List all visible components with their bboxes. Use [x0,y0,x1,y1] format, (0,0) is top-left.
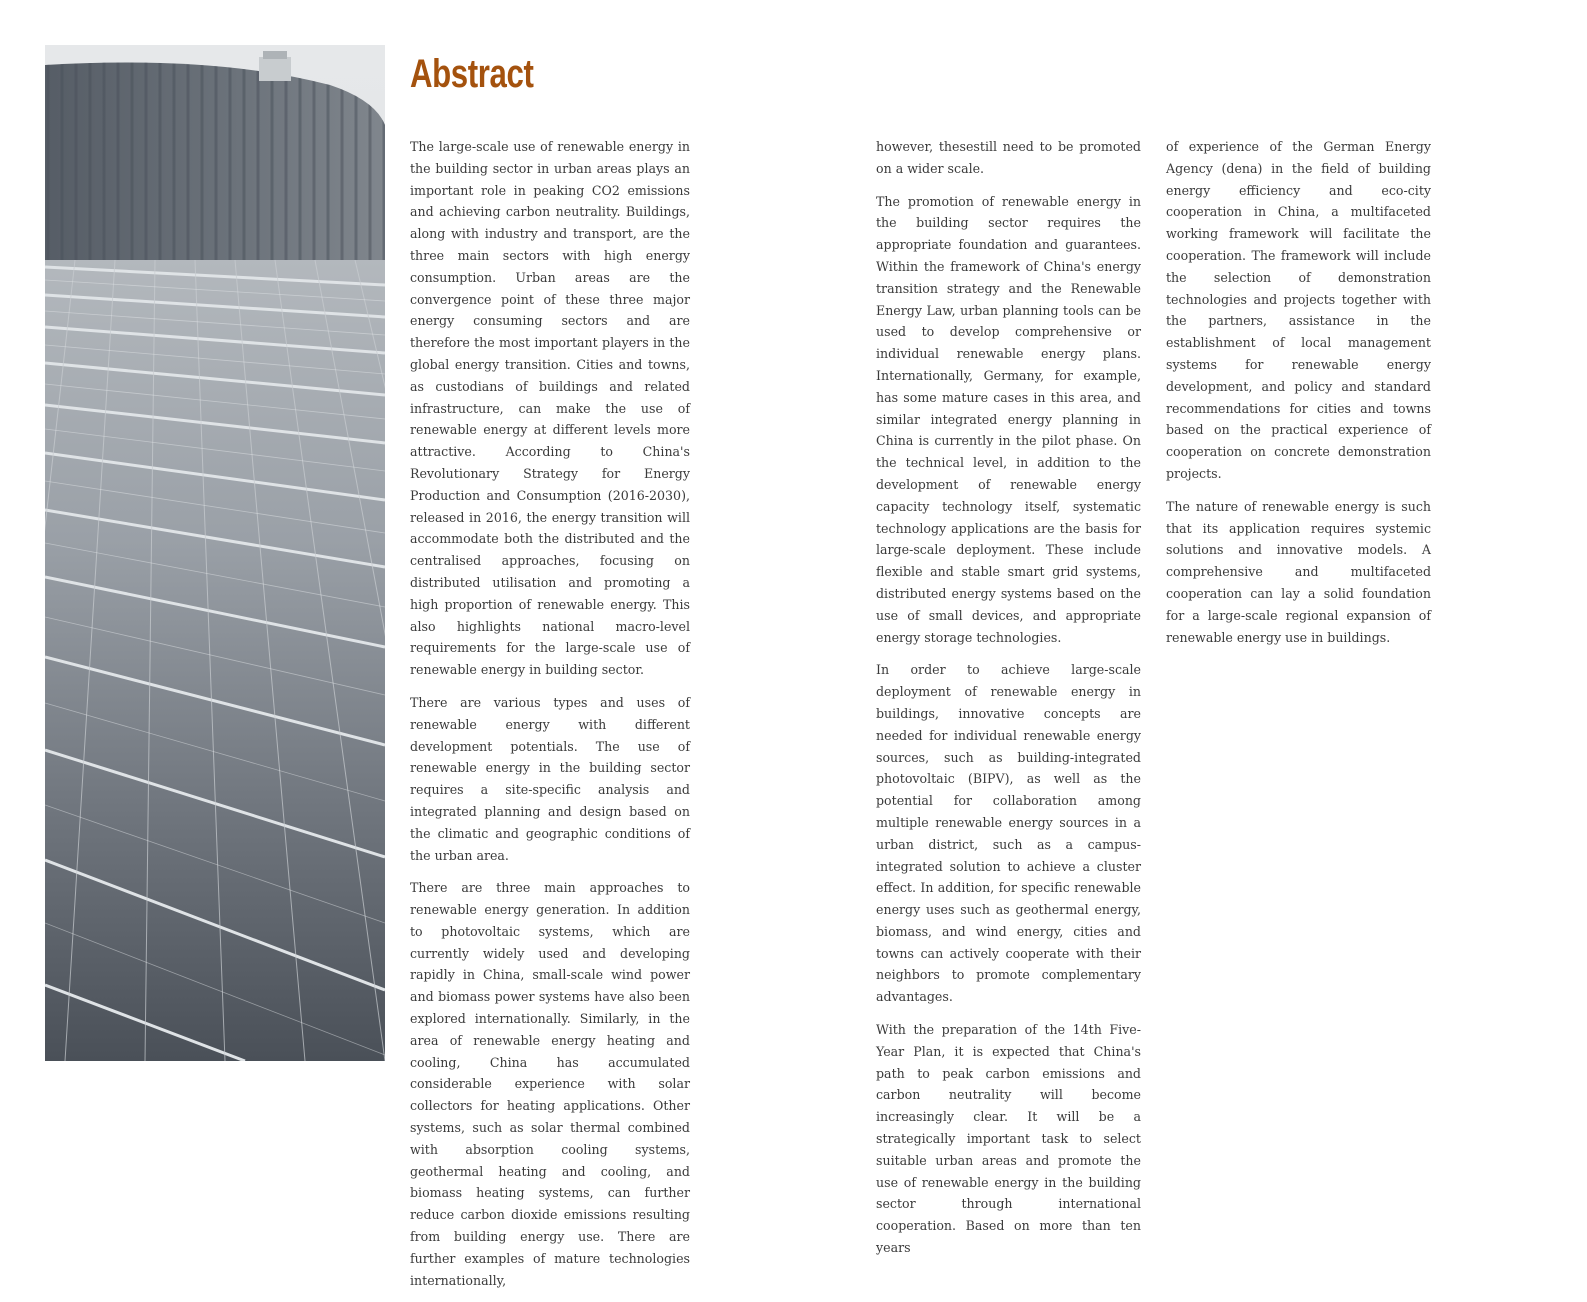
paragraph: There are various types and uses of renewable energy with different development potentials. The use of renewable energy in the building sector requires a site-specific analysis and integrated planning and design based on the climatic and geographic conditions of the urban area. [410,694,690,863]
text-column-2 [876,136,1141,1270]
paragraph: however, thesestill need to be promoted on a wider scale. [876,139,1141,176]
page-title: Abstract [410,52,534,96]
paragraph: With the preparation of the 14th Five-Year Plan, it is expected that China's path to peak carbon emissions and carbon neutrality will become increasingly clear. It will be a strategically important task to select suitable urban areas and promote the use of renewable energy in the building sector through international cooperation. Based on more than ten years [876,1022,1141,1256]
text-column-3 [1166,136,1431,659]
paragraph: The promotion of renewable energy in the building sector requires the appropriate foundation and guarantees. Within the framework of China's energy transition strategy and the Renewable Energy Law, urban planning tools can be used to develop comprehensive or individual renewable energy plans. Internationally, Germany, for example, has some mature cases in this area, and similar integrated energy planning in China is currently in the pilot phase. On the technical level, in addition to the development of renewable energy capacity technology itself, systematic technology applications are the basis for large-scale deployment. These include flexible and stable smart grid systems, distributed energy systems based on the use of small devices, and appropriate energy storage technologies. [876,193,1141,645]
paragraph: In order to achieve large-scale deployment of renewable energy in buildings, innovative concepts are needed for individual renewable energy sources, such as building-integrated photovoltaic (BIPV), as well as the potential for collaboration among multiple renewable energy sources in a urban district, such as a campus-integrated solution to achieve a cluster effect. In addition, for specific renewable energy uses such as geothermal energy, biomass, and wind energy, cities and towns can actively cooperate with their neighbors to promote complementary advantages. [876,662,1141,1005]
text-column-1 [410,136,690,1302]
solar-panel-photo [45,45,385,1061]
paragraph: of experience of the German Energy Agency (dena) in the field of building energy efficiency and eco-city cooperation in China, a multifaceted working framework will facilitate the cooperation. The framework will include the selection of demonstration technologies and projects together with the partners, assistance in the establishment of local management systems for renewable energy development, and policy and standard recommendations for cities and towns based on the practical experience of cooperation on concrete demonstration projects. [1166,139,1431,481]
paragraph: The large-scale use of renewable energy in the building sector in urban areas plays an important role in peaking CO2 emissions and achieving carbon neutrality. Buildings, along with industry and transport, are the three main sectors with high energy consumption. Urban areas are the convergence point of these three major energy consuming sectors and are therefore the most important players in the global energy transition. Cities and towns, as custodians of buildings and related infrastructure, can make the use of renewable energy at different levels more attractive. According to China's Revolutionary Strategy for Energy Production and Consumption (2016-2030), released in 2016, the energy transition will accommodate both the distributed and the centralised approaches, focusing on distributed utilisation and promoting a high proportion of renewable energy. This also highlights national macro-level requirements for the large-scale use of renewable energy in building sector. [410,139,690,678]
paragraph: The nature of renewable energy is such that its application requires systemic solutions and innovative models. A comprehensive and multifaceted cooperation can lay a solid foundation for a large-scale regional expansion of renewable energy use in buildings. [1166,498,1431,645]
paragraph: There are three main approaches to renewable energy generation. In addition to photovoltaic systems, which are currently widely used and developing rapidly in China, small-scale wind power and biomass power systems have also been explored internationally. Similarly, in the area of renewable energy heating and cooling, China has accumulated considerable experience with solar collectors for heating applications. Other systems, such as solar thermal combined with absorption cooling systems, geothermal heating and cooling, and biomass heating systems, can further reduce carbon dioxide emissions resulting from building energy use. There are further examples of mature technologies internationally, [410,880,690,1288]
